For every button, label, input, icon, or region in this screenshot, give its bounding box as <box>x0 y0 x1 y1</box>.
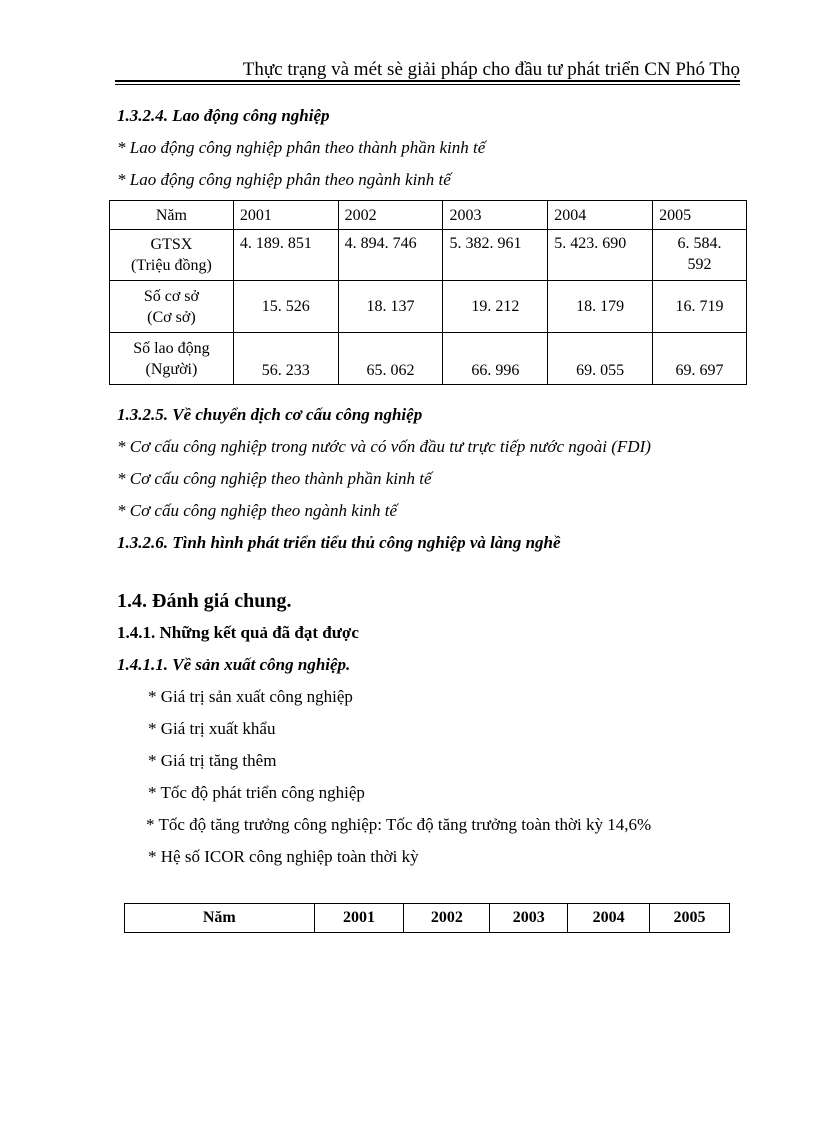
cell-line: 592 <box>687 256 712 273</box>
table-header-cell: Năm <box>110 201 234 230</box>
list-item: * Tốc độ phát triển công nghiệp <box>148 783 365 802</box>
table-cell: 5. 423. 690 <box>548 230 653 281</box>
list-item: * Hệ số ICOR công nghiệp toàn thời kỳ <box>148 847 419 866</box>
table-header-cell: 2002 <box>338 201 443 230</box>
heading-1-3-2-6: 1.3.2.6. Tình hình phát triển tiểu thủ công nghiệp và làng nghề <box>117 533 561 552</box>
table-cell: 4. 894. 746 <box>338 230 443 281</box>
row-label <box>110 333 234 385</box>
table-cell: 19. 212 <box>443 281 548 333</box>
row-label-line: (Người) <box>145 360 198 378</box>
table-cell: 5. 382. 961 <box>443 230 548 281</box>
row-label-line: Số lao động <box>133 339 210 357</box>
row-label-line: (Triệu đồng) <box>131 257 212 274</box>
table-header-cell: 2001 <box>233 201 338 230</box>
heading-1-4-1: 1.4.1. Những kết quả đã đạt được <box>117 623 359 642</box>
labor-table <box>109 200 747 385</box>
list-item: * Tốc độ tăng trưởng công nghiệp: Tốc độ tăng trưởng toàn thời kỳ 14,6% <box>146 815 652 834</box>
table-header-row <box>125 904 730 933</box>
header-rule-thin <box>115 84 740 85</box>
header-rule-thick <box>115 80 740 82</box>
table-cell: 69. 055 <box>548 333 653 385</box>
page-header: Thực trạng và mét sè giải pháp cho đầu tư phát triển CN Phó Thọ <box>242 59 740 80</box>
row-label-line: GTSX <box>150 236 193 253</box>
list-item: * Lao động công nghiệp phân theo ngành kinh tế <box>117 170 451 189</box>
table-cell: 56. 233 <box>233 333 338 385</box>
list-item: * Giá trị xuất khẩu <box>148 719 276 738</box>
icor-table <box>124 903 730 933</box>
row-label-line: (Cơ sở) <box>147 308 196 326</box>
table-header-cell: 2004 <box>568 904 650 933</box>
row-label <box>110 281 234 333</box>
table-cell: 4. 189. 851 <box>233 230 338 281</box>
heading-1-3-2-5: 1.3.2.5. Về chuyển dịch cơ cấu công nghiệp <box>117 405 423 424</box>
table-cell: 18. 137 <box>338 281 443 333</box>
list-item: * Giá trị sản xuất công nghiệp <box>148 687 353 706</box>
table-cell: 65. 062 <box>338 333 443 385</box>
table-cell: 66. 996 <box>443 333 548 385</box>
cell-line: 6. 584. <box>677 235 722 252</box>
table-header-cell: Năm <box>125 904 315 933</box>
heading-1-4: 1.4. Đánh giá chung. <box>117 590 292 612</box>
row-label <box>110 230 234 281</box>
table-header-cell: 2001 <box>314 904 404 933</box>
list-item: * Cơ cấu công nghiệp trong nước và có vốn đầu tư trực tiếp nước ngoài (FDI) <box>117 437 651 456</box>
table-cell: 69. 697 <box>653 333 747 385</box>
table-row <box>110 230 747 281</box>
table-cell: 15. 526 <box>233 281 338 333</box>
table-row <box>110 281 747 333</box>
table-header-cell: 2004 <box>548 201 653 230</box>
heading-1-3-2-4: 1.3.2.4. Lao động công nghiệp <box>117 106 330 125</box>
table-header-cell: 2003 <box>443 201 548 230</box>
table-cell: 16. 719 <box>653 281 747 333</box>
list-item: * Lao động công nghiệp phân theo thành phần kinh tế <box>117 138 486 157</box>
heading-1-4-1-1: 1.4.1.1. Về sản xuất công nghiệp. <box>117 655 351 674</box>
table-header-cell: 2003 <box>490 904 568 933</box>
table-header-cell: 2002 <box>404 904 490 933</box>
table-cell <box>653 230 747 281</box>
list-item: * Cơ cấu công nghiệp theo ngành kinh tế <box>117 501 398 520</box>
row-label-line: Số cơ sở <box>143 287 199 305</box>
table-cell: 18. 179 <box>548 281 653 333</box>
table-header-cell: 2005 <box>653 201 747 230</box>
list-item: * Cơ cấu công nghiệp theo thành phần kinh tế <box>117 469 432 488</box>
list-item: * Giá trị tăng thêm <box>148 751 277 770</box>
table-header-row <box>110 201 747 230</box>
table-header-cell: 2005 <box>650 904 730 933</box>
table-row <box>110 333 747 385</box>
